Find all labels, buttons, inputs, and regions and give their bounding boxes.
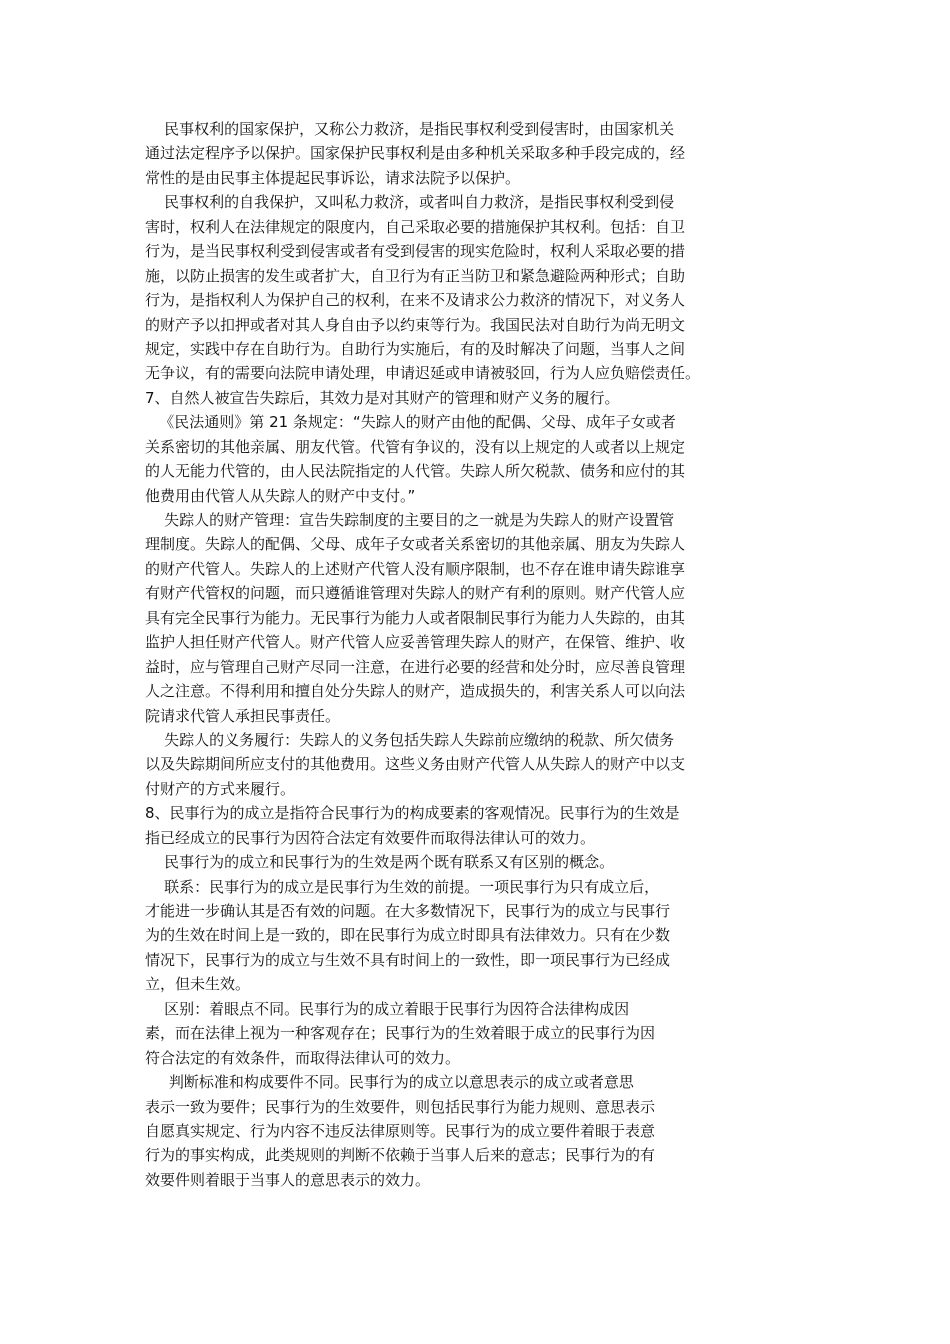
text-line: 行为的事实构成，此类规则的判断不依赖于当事人后来的意志；民事行为的有 <box>145 1146 656 1165</box>
text-line: 《民法通则》第 21 条规定：“失踪人的财产由他的配偶、父母、成年子女或者 <box>145 413 676 432</box>
text-line: 行为，是当民事权利受到侵害或者有受到侵害的现实危险时，权利人采取必要的措 <box>145 242 686 261</box>
text-line: 表示一致为要件；民事行为的生效要件，则包括民事行为能力规则、意思表示 <box>145 1097 656 1116</box>
text-line: 自愿真实规定、行为内容不违反法律原则等。民事行为的成立要件着眼于表意 <box>145 1121 656 1140</box>
text-line: 民事权利的自我保护，又叫私力救济，或者叫自力救济，是指民事权利受到侵 <box>145 193 675 212</box>
document-body <box>145 117 765 1192</box>
text-line: 区别：着眼点不同。民事行为的成立着眼于民事行为因符合法律构成因 <box>145 999 630 1018</box>
text-line: 院请求代管人承担民事责任。 <box>145 706 341 725</box>
text-line: 害时，权利人在法律规定的限度内，自己采取必要的措施保护其权利。包括：自卫 <box>145 217 686 236</box>
text-line: 通过法定程序予以保护。国家保护民事权利是由多种机关采取多种手段完成的，经 <box>145 144 686 163</box>
text-line: 情况下，民事行为的成立与生效不具有时间上的一致性，即一项民事行为已经成 <box>145 950 671 969</box>
text-line: 民事行为的成立和民事行为的生效是两个既有联系又有区别的概念。 <box>145 853 615 872</box>
text-line: 8、民事行为的成立是指符合民事行为的构成要素的客观情况。民事行为的生效是 <box>145 804 680 823</box>
text-line: 失踪人的义务履行：失踪人的义务包括失踪人失踪前应缴纳的税款、所欠债务 <box>145 730 675 749</box>
text-line: 立，但未生效。 <box>145 975 251 994</box>
text-line: 施，以防止损害的发生或者扩大，自卫行为有正当防卫和紧急避险两种形式；自助 <box>145 266 686 285</box>
text-line: 为的生效在时间上是一致的，即在民事行为成立时即具有法律效力。只有在少数 <box>145 926 671 945</box>
text-line: 效要件则着眼于当事人的意思表示的效力。 <box>145 1170 431 1189</box>
text-line: 行为，是指权利人为保护自己的权利，在来不及请求公力救济的情况下，对义务人 <box>145 291 686 310</box>
text-line: 符合法定的有效条件，而取得法律认可的效力。 <box>145 1048 461 1067</box>
text-line: 益时，应与管理自己财产尽同一注意，在进行必要的经营和处分时，应尽善良管理 <box>145 657 686 676</box>
text-line: 素，而在法律上视为一种客观存在；民事行为的生效着眼于成立的民事行为因 <box>145 1024 656 1043</box>
text-line: 监护人担任财产代管人。财产代管人应妥善管理失踪人的财产，在保管、维护、收 <box>145 633 686 652</box>
text-line: 失踪人的财产管理：宣告失踪制度的主要目的之一就是为失踪人的财产设置管 <box>145 511 675 529</box>
text-line: 有财产代管权的问题，而只遵循谁管理对失踪人的财产有利的原则。财产代管人应 <box>145 584 686 603</box>
text-line: 的人无能力代管的，由人民法院指定的人代管。失踪人所欠税款、债务和应付的其 <box>145 462 686 481</box>
text-line: 的财产予以扣押或者对其人身自由予以约束等行为。我国民法对自助行为尚无明文 <box>145 315 686 334</box>
text-line: 理制度。失踪人的配偶、父母、成年子女或者关系密切的其他亲属、朋友为失踪人 <box>145 535 686 554</box>
text-line: 判断标准和构成要件不同。民事行为的成立以意思表示的成立或者意思 <box>145 1073 634 1092</box>
text-line: 付财产的方式来履行。 <box>145 779 296 798</box>
text-line: 以及失踪期间所应支付的其他费用。这些义务由财产代管人从失踪人的财产中以支 <box>145 755 686 774</box>
text-line: 联系：民事行为的成立是民事行为生效的前提。一项民事行为只有成立后， <box>145 877 660 896</box>
text-line: 的财产代管人。失踪人的上述财产代管人没有顺序限制，也不存在谁申请失踪谁享 <box>145 559 686 578</box>
text-line: 规定，实践中存在自助行为。自助行为实施后，有的及时解决了问题，当事人之间 <box>145 339 686 358</box>
text-line: 具有完全民事行为能力。无民事行为能力人或者限制民事行为能力人失踪的，由其 <box>145 608 686 627</box>
text-line: 指已经成立的民事行为因符合法定有效要件而取得法律认可的效力。 <box>145 828 596 847</box>
text-line: 7、自然人被宣告失踪后，其效力是对其财产的管理和财产义务的履行。 <box>145 388 620 407</box>
text-line: 关系密切的其他亲属、朋友代管。代管有争议的，没有以上规定的人或者以上规定 <box>145 437 686 456</box>
text-line: 常性的是由民事主体提起民事诉讼，请求法院予以保护。 <box>145 168 521 187</box>
text-line: 无争议，有的需要向法院申请处理，申请迟延或申请被驳回，行为人应负赔偿责任。 <box>145 364 701 383</box>
text-line: 人之注意。不得利用和擅自处分失踪人的财产，造成损失的，利害关系人可以向法 <box>145 682 686 701</box>
text-line: 民事权利的国家保护，又称公力救济，是指民事权利受到侵害时，由国家机关 <box>145 120 675 138</box>
text-line: 他费用由代管人从失踪人的财产中支付。” <box>145 486 416 505</box>
text-line: 才能进一步确认其是否有效的问题。在大多数情况下，民事行为的成立与民事行 <box>145 902 671 920</box>
